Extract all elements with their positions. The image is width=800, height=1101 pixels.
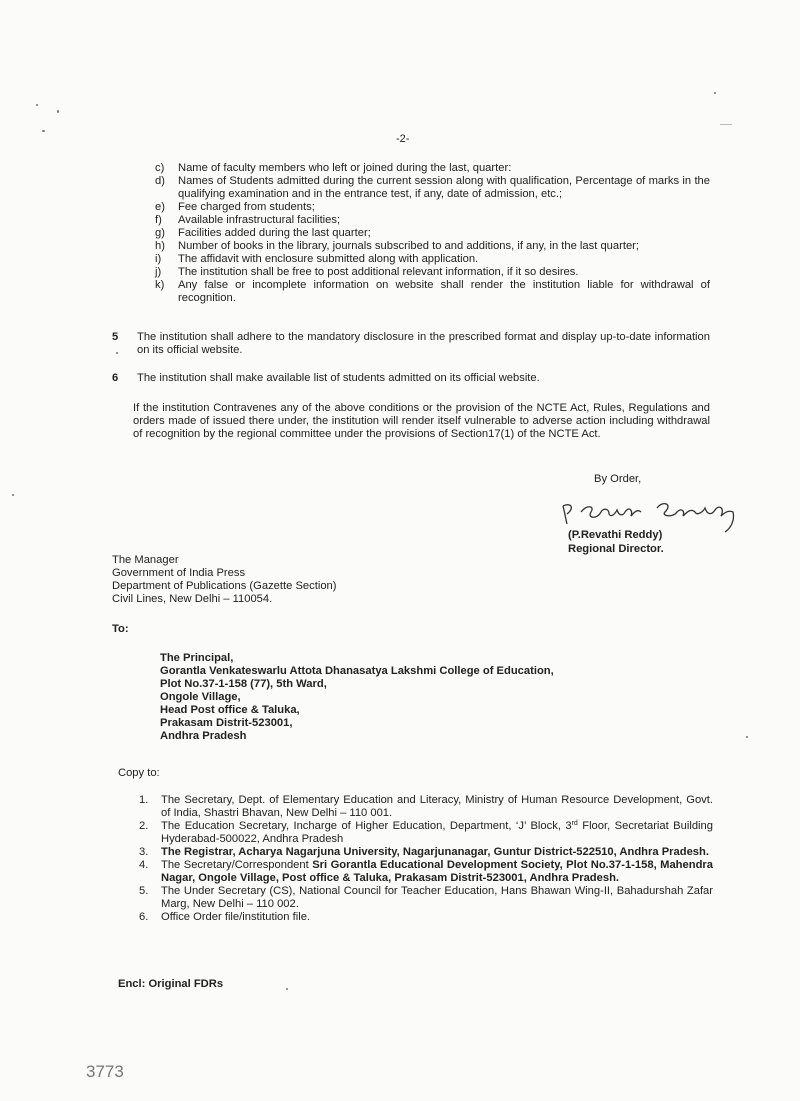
copy-item [139,859,713,885]
condition-key: c) [155,162,165,174]
condition-key: j) [155,266,162,278]
copy-item-text: Floor, Secretariat Building Hyderabad-500022, Andhra Pradesh [161,820,713,845]
address-line: Gorantla Venkateswarlu Attota Dhanasatya Lakshmi College of Education, [160,665,554,677]
condition-item [155,162,710,175]
copy-item-number: 4. [139,859,149,871]
to-label: To: [112,623,129,635]
address-line: Civil Lines, New Delhi – 110054. [112,593,273,605]
address-line: The Manager [112,554,179,566]
signature-image [557,494,757,534]
paragraph-5 [112,331,710,357]
copy-item [139,794,713,820]
address-line: Andhra Pradesh [160,730,247,742]
scan-speck [42,130,45,132]
scan-speck [116,352,118,354]
copy-item-text: The Under Secretary (CS), National Council for Teacher Education, Hans Bhawan Wing-II, Bahadurshah Zafar Marg, New Delhi – 110 002. [161,885,713,910]
copy-item [139,885,713,911]
condition-key: k) [155,279,165,291]
condition-text: Names of Students admitted during the current session along with qualification, Percentage of marks in the qualifying examination and in the entrance test, if any, date of admission, etc.; [178,175,710,200]
address-line: Prakasam Distrit-523001, [160,717,293,729]
page-number: -2- [396,133,410,145]
signatory-name: (P.Revathi Reddy) [568,529,663,541]
copy-item-text: The Secretary, Dept. of Elementary Education and Literacy, Ministry of Human Resource Development, Govt. of India, Shastri Bhavan, New Delhi – 110 001. [161,794,713,819]
scan-speck [57,110,59,113]
condition-key: i) [155,253,162,265]
copy-item-number: 6. [139,911,149,923]
press-address [112,554,336,606]
copy-item-text: Office Order file/institution file. [161,911,311,923]
address-line: Department of Publications (Gazette Section) [112,580,337,592]
condition-key: d) [155,175,165,187]
copy-list [139,794,713,924]
paragraph-number: 5 [112,331,119,343]
ordinal-suffix: rd [571,820,578,827]
condition-item [155,253,710,266]
conditions-list [155,162,710,305]
condition-text: The institution shall be free to post additional relevant information, if it so desires. [178,266,579,278]
scan-speck [12,494,14,496]
copy-item [139,820,713,846]
condition-key: h) [155,240,165,252]
condition-item [155,279,710,305]
copy-item [139,911,713,924]
scan-speck [286,988,288,990]
paragraph-text: The institution shall adhere to the mandatory disclosure in the prescribed format and display up-to-date information on its official website. [137,331,710,356]
copy-item-text: The Registrar, Acharya Nagarjuna University, Nagarjunanagar, Guntur District-522510, Andhra Pradesh. [161,846,709,858]
address-line: Head Post office & Taluka, [160,704,300,716]
copy-item-text: The Education Secretary, Incharge of Higher Education, Department, ‘J’ Block, 3 [161,820,572,832]
paragraph-text: The institution shall make available list of students admitted on its official website. [137,372,540,384]
condition-key: f) [155,214,162,226]
address-line: Government of India Press [112,567,246,579]
condition-item [155,214,710,227]
condition-item [155,175,710,201]
copy-item [139,846,713,859]
scan-speck [714,92,716,94]
copy-item-text: The Secretary/Correspondent [161,859,313,871]
contravene-paragraph: If the institution Contravenes any of the above conditions or the provision of the NCTE Act, Rules, Regulations and orders made of issued there under, the institution will render itself vulnerable to adverse action including withdrawal of recognition by the regional committee under the provisions of Section17(1) of the NCTE Act. [133,402,710,440]
condition-item [155,201,710,214]
by-order-text: By Order, [594,473,642,485]
condition-text: The affidavit with enclosure submitted along with application. [178,253,479,265]
condition-text: Any false or incomplete information on website shall render the institution liable for withdrawal of recognition. [178,279,710,304]
enclosure-note: Encl: Original FDRs [118,978,224,990]
copy-item-number: 2. [139,820,149,832]
scan-speck [746,736,748,738]
condition-text: Fee charged from students; [178,201,315,213]
condition-text: Name of faculty members who left or joined during the last, quarter: [178,162,512,174]
copy-item-number: 3. [139,846,149,858]
address-line: Ongole Village, [160,691,241,703]
condition-item [155,266,710,279]
condition-item [155,240,710,253]
condition-text: Number of books in the library, journals subscribed to and additions, if any, in the last quarter; [178,240,640,252]
paragraph-6 [112,372,710,385]
condition-item [155,227,710,240]
scan-speck [36,104,38,106]
recipient-address [160,652,554,743]
condition-text: Available infrastructural facilities; [178,214,341,226]
condition-text: Facilities added during the last quarter; [178,227,371,239]
paragraph-number: 6 [112,372,119,384]
copy-item-number: 5. [139,885,149,897]
copy-item-bold-text: Sri Gorantla Educational Development Society, Plot No.37-1-158, Mahendra Nagar, Ongole Village, Post office & Taluka, Prakasam Distrit-523001, Andhra Pradesh. [161,859,713,884]
condition-key: g) [155,227,165,239]
scan-speck [720,124,732,125]
copy-item-number: 1. [139,794,149,806]
copy-to-label: Copy to: [118,767,160,779]
address-line: The Principal, [160,652,234,664]
condition-key: e) [155,201,165,213]
signatory-title: Regional Director. [568,543,664,555]
address-line: Plot No.37-1-158 (77), 5th Ward, [160,678,327,690]
stamp-number: 3773 [86,1062,124,1081]
